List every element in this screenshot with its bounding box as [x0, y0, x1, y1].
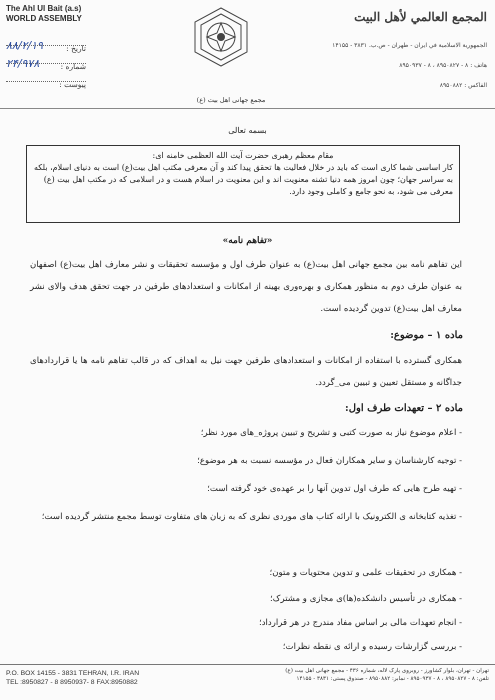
logo-caption: مجمع جهانی اهل بیت (ع) — [196, 96, 266, 104]
attachment-label: پیوست : — [59, 80, 86, 89]
article2-item: - اعلام موضوع نیاز به صورت کتبی و تشریح و تبیین پروژه_های مورد نظر؛ — [200, 428, 462, 438]
leader-quote-box — [26, 145, 460, 223]
intro-paragraph: این تفاهم نامه بین مجمع جهانی اهل بیت(ع) به عنوان طرف اول و مؤسسه تحقیقات و نشر معارف اهل بیت(ع) اصفهان به عنوان طرف دوم به منظور همکاری و بهره‌وری بهینه از امکانات و استعدادهای طرفین در جهت تحقق هدف والای نشر معارف اهل بیت(ع) تدوین گردیده است. — [30, 260, 462, 314]
footer-divider — [0, 664, 495, 665]
phone-ar: هاتف : ۸ - ۸۹۵۰۸۲۷ ، ۸ - ۸۹۵۰۹۳۷ — [399, 62, 487, 69]
number-underline — [6, 63, 86, 64]
footer-ar-phones: تلفن: ۸ - ۸۹۵۰۸۲۷ ، ۸ - ۸۹۵۰۹۳۷ - نمابر: ۸۹۵۰۸۸۲ - صندوق پستی: ۳۸۳۱ - ۱۴۱۵۵ — [296, 676, 489, 682]
article2-item: - بررسی گزارشات رسیده و ارائه ی نقطه نظرات؛ — [282, 642, 462, 652]
header-divider — [0, 108, 495, 109]
footer-en-address: P.O. BOX 14155 - 3831 TEHRAN, I.R. IRAN — [6, 670, 140, 677]
article1-text: همکاری گسترده با استفاده از امکانات و استعدادهای طرفین جهت نیل به اهداف که در قالب تفاهم نامه ها یا قراردادهای جداگانه و مستقل تعیین و تبیین می_گردد. — [30, 356, 462, 388]
address-ar: الجمهورية الاسلامية في ايران - طهران - ص.ب. ۳۸۳۱ - ۱۴۱۵۵ — [332, 42, 487, 49]
assembly-logo-icon — [191, 6, 251, 74]
attachment-underline — [6, 81, 86, 82]
fax-ar: الفاكس : ۸۹۵۰۸۸۲ — [439, 82, 487, 89]
quote-title: مقام معظم رهبری حضرت آیت الله العظمی خامنه ای: — [152, 151, 334, 160]
footer-en — [6, 669, 139, 687]
article2-item: - تهیه طرح هایی که طرف اول تدوین آنها را بر عهده‌ی خود گرفته است؛ — [207, 484, 462, 494]
date-underline — [6, 45, 86, 46]
org-name-en-line2: WORLD ASSEMBLY — [6, 14, 82, 23]
article2-item: - تغذیه کتابخانه ی الکترونیک با ارائه کتاب های موردی نظری که به زبان های متفاوت توسط مجمع منتشر گردیده است؛ — [41, 512, 462, 522]
article2-item: - همکاری در تحقیقات علمی و تدوین محتویات و متون؛ — [269, 568, 462, 578]
article1-heading: ماده ۱ – موضوع: — [390, 330, 463, 341]
footer-ar — [249, 667, 489, 683]
date-label: تاریخ : — [66, 44, 86, 53]
quote-body: کار اساسی شما کاری است که باید در خلال فعالیت ها تحقق پیدا کند و آن معرفی مکتب اهل بیت(ع) است به دنیای اسلام، بلکه به سراسر جهان؛ چون امروز همه دنیا تشنه معنویت اند و این معنویت در اسلام هست و در اسلامی که در مکتب اهل بیت (ع) معرفی می شود، به نحو جامع و کاملی وجود دارد. — [33, 163, 453, 196]
number-label: شماره : — [60, 62, 86, 71]
date-value: ۸۸/۲/۱۹ — [6, 39, 43, 52]
org-name-en-line1: The Ahl Ul Bait (a.s) — [6, 4, 82, 13]
article2-heading: ماده ۲ – تعهدات طرف اول: — [345, 403, 463, 414]
article2-item: - همکاری در تأسیس دانشکده(ها)ی مجازی و مشترک؛ — [270, 594, 462, 604]
article2-item: - توجیه کارشناسان و سایر همکاران فعال در مؤسسه نسبت به هر موضوع؛ — [197, 456, 462, 466]
org-name-ar: المجمع العالمي لأهل البيت — [354, 10, 487, 24]
footer-ar-address: تهران - تهران، بلوار کشاورز - روبروی پارک لاله، شماره ۴۳۶ - مجمع جهانی اهل بیت (ع) — [285, 668, 489, 674]
article2-item: - انجام تعهدات مالی بر اساس مفاد مندرج در هر قرارداد؛ — [258, 618, 462, 628]
letterhead — [0, 0, 495, 118]
basmala: بسمه تعالی — [228, 126, 267, 135]
org-name-en — [6, 4, 82, 24]
footer-en-phones: TEL :8950827 - 8 8950937- 8 FAX:8950882 — [6, 679, 138, 686]
document-title: «تفاهم نامه» — [222, 236, 273, 246]
number-value: ۲۴/۹۷۸ — [6, 57, 40, 70]
